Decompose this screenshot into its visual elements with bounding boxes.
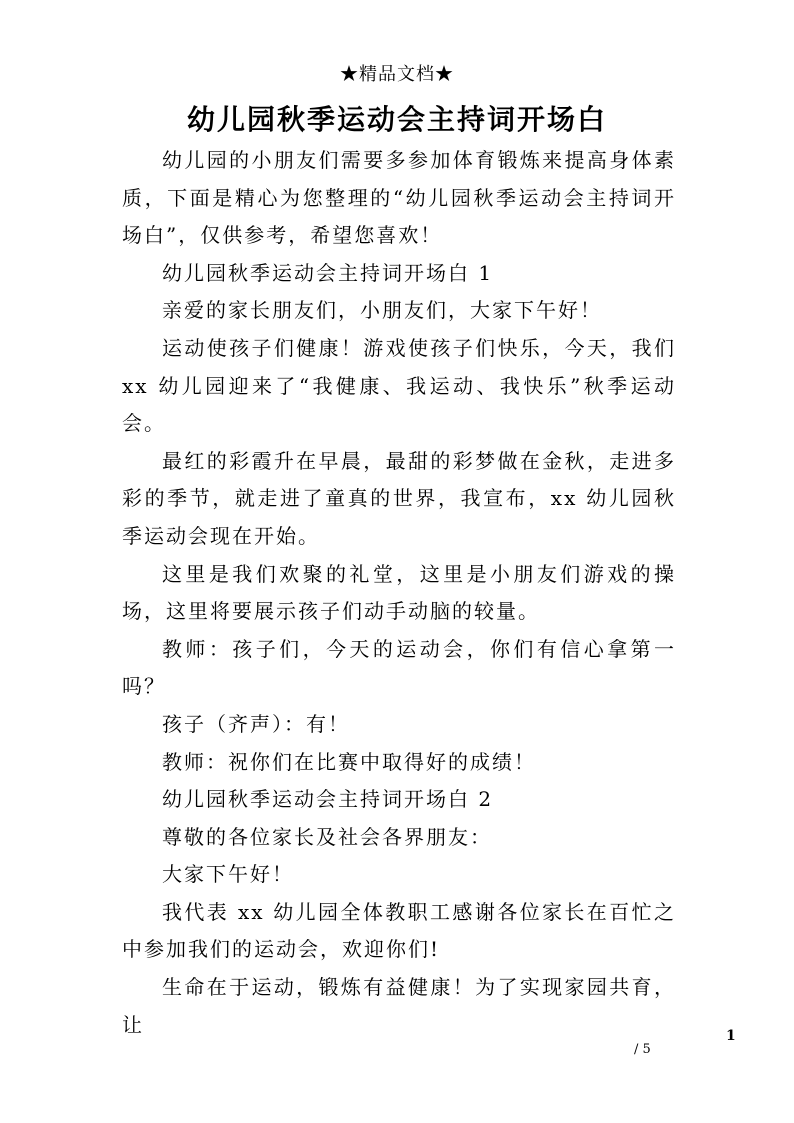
paragraph: 运动使孩子们健康！游戏使孩子们快乐，今天，我们 xx 幼儿园迎来了“我健康、我运动、我快乐”秋季运动会。	[122, 335, 676, 436]
paragraph: 亲爱的家长朋友们，小朋友们，大家下午好！	[162, 298, 602, 323]
page-number: 1	[726, 1028, 736, 1044]
paragraph: 大家下午好！	[162, 862, 294, 887]
paragraph: 教师：祝你们在比赛中取得好的成绩！	[162, 749, 536, 774]
paragraph: 最红的彩霞升在早晨，最甜的彩梦做在金秋，走进多彩的季节，就走进了童真的世界，我宣布，xx 幼儿园秋季运动会现在开始。	[122, 448, 676, 548]
section-heading: 幼儿园秋季运动会主持词开场白 1	[162, 260, 494, 285]
paragraph: 孩子（齐声）：有！	[162, 711, 350, 736]
paragraph: 这里是我们欢聚的礼堂，这里是小朋友们游戏的操场，这里将要展示孩子们动手动脑的较量。	[122, 561, 676, 624]
paragraph: 生命在于运动，锻炼有益健康！为了实现家园共育，让	[122, 975, 676, 1037]
document-body	[122, 142, 676, 1044]
paragraph: 幼儿园的小朋友们需要多参加体育锻炼来提高身体素质，下面是精心为您整理的“幼儿园秋季运动会主持词开场白”，仅供参考，希望您喜欢！	[122, 148, 676, 248]
paragraph: 我代表 xx 幼儿园全体教职工感谢各位家长在百忙之中参加我们的运动会，欢迎你们!	[122, 899, 676, 962]
paragraph: 教师：孩子们，今天的运动会，你们有信心拿第一吗？	[122, 636, 676, 699]
header-mark: ★精品文档★	[340, 64, 454, 85]
section-heading: 幼儿园秋季运动会主持词开场白 2	[162, 787, 494, 812]
page-total: / 5	[634, 1042, 651, 1057]
page-title: 幼儿园秋季运动会主持词开场白	[186, 103, 607, 136]
paragraph: 尊敬的各位家长及社会各界朋友：	[162, 824, 492, 849]
